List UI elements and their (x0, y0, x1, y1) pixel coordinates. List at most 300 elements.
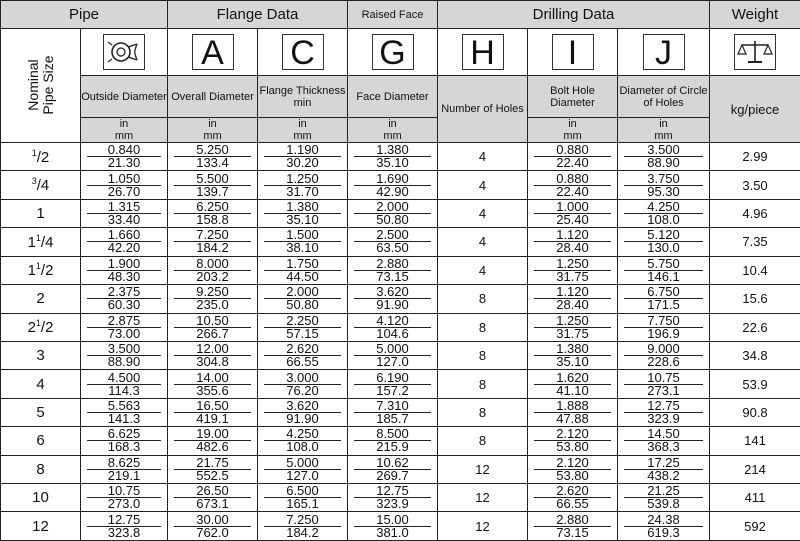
number-of-holes-cell: 8 (438, 427, 528, 455)
weight-cell: 10.4 (710, 256, 800, 284)
circle-holes-diameter-cell (618, 143, 710, 171)
bolt-hole-diameter-cell (528, 171, 618, 199)
outside-diameter-cell (81, 256, 168, 284)
value-in: 8.000 (174, 258, 251, 271)
pipe-size-denominator: /4 (36, 177, 50, 195)
value-in: 3.500 (87, 343, 161, 356)
value-in: 6.500 (264, 485, 341, 498)
overall-diameter-cell (168, 199, 258, 227)
table-row (1, 228, 800, 256)
flange-thickness-cell (258, 143, 348, 171)
bolt-hole-diameter-cell (528, 143, 618, 171)
unit-i (528, 118, 618, 143)
nominal-pipe-size-header (1, 29, 81, 143)
flange-thickness-cell (258, 512, 348, 541)
number-of-holes-cell: 4 (438, 199, 528, 227)
face-diameter-cell (348, 313, 438, 341)
value-in: 1.500 (264, 229, 341, 242)
value-mm: 21.30 (107, 155, 141, 171)
bolt-hole-diameter-cell (528, 341, 618, 369)
value-in: 1.620 (534, 372, 611, 385)
pipe-size-cell (1, 512, 81, 541)
value-mm: 41.10 (556, 382, 589, 398)
group-header-row (1, 1, 800, 29)
value-in: 10.75 (87, 485, 161, 498)
face-diameter-cell (348, 427, 438, 455)
value-in: 7.250 (174, 229, 251, 242)
face-diameter-cell (348, 256, 438, 284)
value-in: 6.250 (174, 201, 251, 214)
value-mm: 323.9 (376, 496, 409, 512)
overall-diameter-cell (168, 228, 258, 256)
face-diameter-cell (348, 512, 438, 541)
outside-diameter-cell (81, 484, 168, 512)
number-of-holes-cell: 8 (438, 398, 528, 426)
bolt-hole-diameter-cell (528, 484, 618, 512)
pipe-size-numerator: 3 (31, 176, 37, 187)
value-mm: 157.2 (376, 382, 409, 398)
overall-diameter-cell (168, 171, 258, 199)
unit-in: in (119, 118, 129, 130)
value-mm: 31.75 (556, 268, 589, 284)
value-in: 2.880 (354, 258, 431, 271)
flange-thickness-cell (258, 228, 348, 256)
value-mm: 304.8 (196, 354, 229, 370)
value-in: 1.380 (354, 144, 431, 157)
value-in: 3.750 (624, 173, 703, 186)
value-mm: 114.3 (108, 382, 140, 398)
value-in: 1.250 (534, 258, 611, 271)
pipe-size-whole: 4 (36, 375, 45, 393)
value-in: 5.000 (354, 343, 431, 356)
value-mm: 273.0 (107, 496, 141, 512)
value-mm: 44.50 (286, 268, 319, 284)
bolt-hole-diameter-cell (528, 455, 618, 483)
circle-holes-diameter-cell (618, 313, 710, 341)
table-row (1, 313, 800, 341)
value-mm: 104.6 (376, 325, 409, 341)
table-row (1, 455, 800, 483)
number-of-holes-cell: 8 (438, 370, 528, 398)
overall-diameter-cell (168, 512, 258, 541)
outside-diameter-cell (81, 512, 168, 541)
value-in: 21.75 (174, 457, 251, 470)
value-mm: 438.2 (647, 467, 680, 483)
bolt-hole-diameter-cell (528, 256, 618, 284)
value-mm: 95.30 (647, 183, 680, 199)
weight-cell: 22.6 (710, 313, 800, 341)
value-in: 6.625 (87, 428, 161, 441)
value-in: 2.620 (264, 343, 341, 356)
overall-diameter-cell (168, 143, 258, 171)
outside-diameter-cell (81, 285, 168, 313)
pipe-size-whole: 1 (27, 233, 36, 251)
pipe-size-whole: 2 (36, 290, 45, 308)
value-mm: 381.0 (376, 524, 409, 540)
weight-cell: 411 (710, 484, 800, 512)
value-in: 2.250 (264, 315, 341, 328)
value-mm: 273.1 (647, 382, 680, 398)
pipe-size-whole: 1 (36, 205, 45, 223)
outside-diameter-cell (81, 199, 168, 227)
letter-h-cell (438, 29, 528, 76)
number-of-holes-cell: 8 (438, 285, 528, 313)
letter-a: A (192, 34, 234, 70)
letter-i-cell (528, 29, 618, 76)
pipe-size-cell (1, 398, 81, 426)
value-in: 1.750 (264, 258, 341, 271)
pipe-size-numerator: 1 (35, 232, 41, 243)
table-row (1, 484, 800, 512)
header-weight: Weight (710, 1, 800, 29)
value-in: 1.690 (354, 173, 431, 186)
value-mm: 76.20 (286, 382, 319, 398)
value-in: 2.500 (354, 229, 431, 242)
flange-thickness-cell (258, 455, 348, 483)
value-mm: 35.10 (286, 212, 319, 228)
outside-diameter-cell (81, 143, 168, 171)
outside-diameter-cell (81, 455, 168, 483)
value-in: 1.250 (264, 173, 341, 186)
value-in: 1.000 (534, 201, 611, 214)
unit-a (168, 118, 258, 143)
value-mm: 168.3 (107, 439, 141, 455)
overall-diameter-cell (168, 341, 258, 369)
value-in: 8.625 (87, 457, 161, 470)
value-mm: 130.0 (647, 240, 680, 256)
value-in: 2.880 (534, 514, 611, 527)
value-in: 30.00 (174, 514, 251, 527)
table-row (1, 427, 800, 455)
value-mm: 38.10 (286, 240, 319, 256)
face-diameter-cell (348, 370, 438, 398)
circle-holes-diameter-cell (618, 256, 710, 284)
weight-cell: 15.6 (710, 285, 800, 313)
value-in: 24.38 (624, 514, 703, 527)
value-in: 4.500 (87, 372, 161, 385)
pipe-size-whole: 10 (32, 489, 49, 507)
outside-diameter-cell (81, 398, 168, 426)
table-row (1, 370, 800, 398)
value-in: 10.62 (354, 457, 431, 470)
letter-j-cell (618, 29, 710, 76)
unit-in: in (659, 118, 668, 130)
nominal-pipe-size-label: Nominal Pipe Size (24, 54, 56, 115)
pipe-size-whole: 1 (27, 262, 36, 280)
unit-mm: mm (563, 130, 582, 142)
weight-cell: 90.8 (710, 398, 800, 426)
value-mm: 30.20 (286, 155, 319, 171)
pipe-size-cell (1, 484, 81, 512)
value-mm: 482.6 (196, 439, 229, 455)
pipe-size-cell (1, 143, 81, 171)
weight-cell: 34.8 (710, 341, 800, 369)
value-in: 2.875 (87, 315, 161, 328)
value-mm: 91.90 (376, 297, 409, 313)
header-pipe: Pipe (1, 1, 168, 29)
value-mm: 196.9 (647, 325, 680, 341)
value-in: 17.25 (624, 457, 703, 470)
letter-c: C (282, 34, 324, 70)
outside-diameter-cell (81, 341, 168, 369)
pipe-icon-cell (81, 29, 168, 76)
flange-thickness-cell (258, 398, 348, 426)
bolt-hole-diameter-cell (528, 398, 618, 426)
face-diameter-cell (348, 455, 438, 483)
value-mm: 203.2 (196, 268, 229, 284)
pipe-size-numerator: 1 (35, 261, 41, 272)
value-in: 5.250 (174, 144, 251, 157)
header-drilling-data: Drilling Data (438, 1, 710, 29)
value-mm: 42.90 (376, 183, 409, 199)
pipe-size-cell (1, 256, 81, 284)
col-bolt-hole-diameter: Bolt Hole Diameter (528, 76, 618, 118)
value-in: 2.375 (87, 286, 161, 299)
value-mm: 184.2 (196, 240, 229, 256)
value-mm: 31.75 (556, 325, 589, 341)
value-mm: 42.20 (107, 240, 141, 256)
value-mm: 141.3 (107, 411, 141, 426)
weight-icon-cell (710, 29, 800, 76)
table-row (1, 256, 800, 284)
pipe-size-denominator: /2 (36, 148, 50, 166)
number-of-holes-cell: 8 (438, 313, 528, 341)
value-mm: 35.10 (376, 155, 409, 171)
unit-c (258, 118, 348, 143)
value-in: 14.00 (174, 372, 251, 385)
face-diameter-cell (348, 143, 438, 171)
header-raised-face: Raised Face (348, 1, 438, 29)
value-mm: 73.15 (556, 524, 589, 540)
header-flange-data: Flange Data (168, 1, 348, 29)
value-in: 9.000 (624, 343, 703, 356)
col-diameter-circle-holes: Diameter of Circle of Holes (618, 76, 710, 118)
value-mm: 28.40 (556, 297, 589, 313)
overall-diameter-cell (168, 313, 258, 341)
face-diameter-cell (348, 171, 438, 199)
unit-mm: mm (654, 130, 673, 142)
weight-cell: 3.50 (710, 171, 800, 199)
value-in: 1.190 (264, 144, 341, 157)
col-overall-diameter: Overall Diameter (168, 76, 258, 118)
value-mm: 323.9 (647, 411, 680, 426)
letter-row (1, 29, 800, 76)
value-in: 1.120 (534, 229, 611, 242)
circle-holes-diameter-cell (618, 512, 710, 541)
value-mm: 25.40 (556, 212, 589, 228)
pipe-size-denominator: /2 (40, 262, 54, 280)
value-in: 5.500 (174, 173, 251, 186)
circle-holes-diameter-cell (618, 427, 710, 455)
value-mm: 158.8 (196, 212, 229, 228)
value-mm: 228.6 (647, 354, 680, 370)
value-in: 2.620 (534, 485, 611, 498)
value-mm: 673.1 (196, 496, 229, 512)
value-mm: 619.3 (647, 524, 680, 540)
letter-g-cell (348, 29, 438, 76)
value-mm: 235.0 (196, 297, 229, 313)
number-of-holes-cell: 4 (438, 228, 528, 256)
value-mm: 26.70 (107, 183, 141, 199)
number-of-holes-cell: 4 (438, 256, 528, 284)
value-in: 12.00 (174, 343, 251, 356)
unit-od (81, 118, 168, 143)
pipe-size-denominator: /2 (40, 319, 54, 337)
number-of-holes-cell: 12 (438, 455, 528, 483)
value-in: 3.500 (624, 144, 703, 157)
unit-row (1, 118, 800, 143)
value-in: 12.75 (354, 485, 431, 498)
value-in: 16.50 (174, 400, 251, 413)
value-in: 1.888 (534, 400, 611, 413)
outside-diameter-cell (81, 171, 168, 199)
face-diameter-cell (348, 398, 438, 426)
pipe-size-whole: 12 (32, 517, 49, 535)
outside-diameter-cell (81, 228, 168, 256)
column-desc-row (1, 76, 800, 118)
value-in: 2.000 (354, 201, 431, 214)
value-mm: 60.30 (107, 297, 141, 313)
unit-mm: mm (383, 130, 402, 142)
value-in: 15.00 (354, 514, 431, 527)
value-mm: 146.1 (647, 268, 680, 284)
overall-diameter-cell (168, 427, 258, 455)
overall-diameter-cell (168, 285, 258, 313)
unit-mm: mm (293, 130, 312, 142)
outside-diameter-cell (81, 427, 168, 455)
value-mm: 31.70 (286, 183, 319, 199)
circle-holes-diameter-cell (618, 398, 710, 426)
value-in: 19.00 (174, 428, 251, 441)
pipe-size-whole: 6 (36, 432, 45, 450)
value-mm: 53.80 (556, 467, 589, 483)
value-mm: 323.8 (107, 524, 141, 540)
table-row (1, 285, 800, 313)
unit-in: in (208, 118, 217, 130)
bolt-hole-diameter-cell (528, 427, 618, 455)
value-mm: 127.0 (286, 467, 319, 483)
pipe-flange-icon (103, 34, 145, 70)
circle-holes-diameter-cell (618, 341, 710, 369)
value-mm: 552.5 (196, 467, 229, 483)
weight-cell: 592 (710, 512, 800, 541)
value-in: 0.840 (87, 144, 161, 157)
circle-holes-diameter-cell (618, 171, 710, 199)
value-mm: 73.15 (376, 268, 409, 284)
bolt-hole-diameter-cell (528, 313, 618, 341)
value-mm: 50.80 (286, 297, 319, 313)
value-mm: 269.7 (376, 467, 409, 483)
flange-thickness-cell (258, 484, 348, 512)
value-mm: 73.00 (107, 325, 141, 341)
number-of-holes-cell: 12 (438, 484, 528, 512)
pipe-size-numerator: 1 (31, 147, 37, 158)
weight-cell: 53.9 (710, 370, 800, 398)
weight-cell: 214 (710, 455, 800, 483)
value-mm: 419.1 (196, 411, 229, 426)
value-in: 1.315 (87, 201, 161, 214)
value-in: 2.000 (264, 286, 341, 299)
unit-mm: mm (203, 130, 222, 142)
value-mm: 22.40 (556, 155, 589, 171)
value-in: 4.120 (354, 315, 431, 328)
bolt-hole-diameter-cell (528, 199, 618, 227)
value-in: 1.120 (534, 286, 611, 299)
value-mm: 139.7 (196, 183, 229, 199)
value-mm: 171.5 (647, 297, 680, 313)
value-in: 1.380 (534, 343, 611, 356)
flange-thickness-cell (258, 313, 348, 341)
value-in: 7.750 (624, 315, 703, 328)
overall-diameter-cell (168, 370, 258, 398)
number-of-holes-cell: 12 (438, 512, 528, 541)
value-mm: 47.88 (556, 411, 589, 426)
pipe-size-numerator: 1 (35, 318, 41, 329)
pipe-size-cell (1, 285, 81, 313)
table-row (1, 341, 800, 369)
overall-diameter-cell (168, 256, 258, 284)
value-in: 14.50 (624, 428, 703, 441)
value-mm: 88.90 (107, 354, 141, 370)
col-number-of-holes: Number of Holes (438, 76, 528, 143)
flange-thickness-cell (258, 199, 348, 227)
value-in: 10.75 (624, 372, 703, 385)
pipe-size-cell (1, 313, 81, 341)
value-mm: 184.2 (286, 524, 319, 540)
pipe-size-whole: 2 (27, 319, 36, 337)
value-mm: 133.4 (196, 155, 229, 171)
circle-holes-diameter-cell (618, 484, 710, 512)
value-in: 3.620 (264, 400, 341, 413)
unit-in: in (298, 118, 307, 130)
pipe-size-whole: 5 (36, 404, 45, 421)
value-in: 2.120 (534, 428, 611, 441)
value-mm: 22.40 (556, 183, 589, 199)
value-in: 12.75 (87, 514, 161, 527)
bolt-hole-diameter-cell (528, 228, 618, 256)
value-in: 5.750 (624, 258, 703, 271)
pipe-size-denominator: /4 (40, 233, 54, 251)
value-in: 26.50 (174, 485, 251, 498)
unit-in: in (568, 118, 577, 130)
bolt-hole-diameter-cell (528, 370, 618, 398)
face-diameter-cell (348, 341, 438, 369)
value-mm: 215.9 (376, 439, 409, 455)
value-in: 5.120 (624, 229, 703, 242)
col-kg-piece: kg/piece (710, 76, 800, 143)
value-mm: 35.10 (556, 354, 589, 370)
unit-mm: mm (114, 130, 134, 142)
circle-holes-diameter-cell (618, 370, 710, 398)
face-diameter-cell (348, 285, 438, 313)
table-row (1, 199, 800, 227)
table-row (1, 512, 800, 541)
value-in: 1.380 (264, 201, 341, 214)
letter-j: J (643, 34, 685, 70)
face-diameter-cell (348, 199, 438, 227)
pipe-size-cell (1, 427, 81, 455)
value-in: 21.25 (624, 485, 703, 498)
value-mm: 355.6 (196, 382, 229, 398)
value-mm: 66.55 (286, 354, 319, 370)
face-diameter-cell (348, 228, 438, 256)
pipe-size-whole: 8 (36, 460, 45, 478)
value-mm: 66.55 (556, 496, 589, 512)
value-in: 1.900 (87, 258, 161, 271)
value-in: 1.050 (87, 173, 161, 186)
value-in: 6.190 (354, 372, 431, 385)
flange-thickness-cell (258, 171, 348, 199)
